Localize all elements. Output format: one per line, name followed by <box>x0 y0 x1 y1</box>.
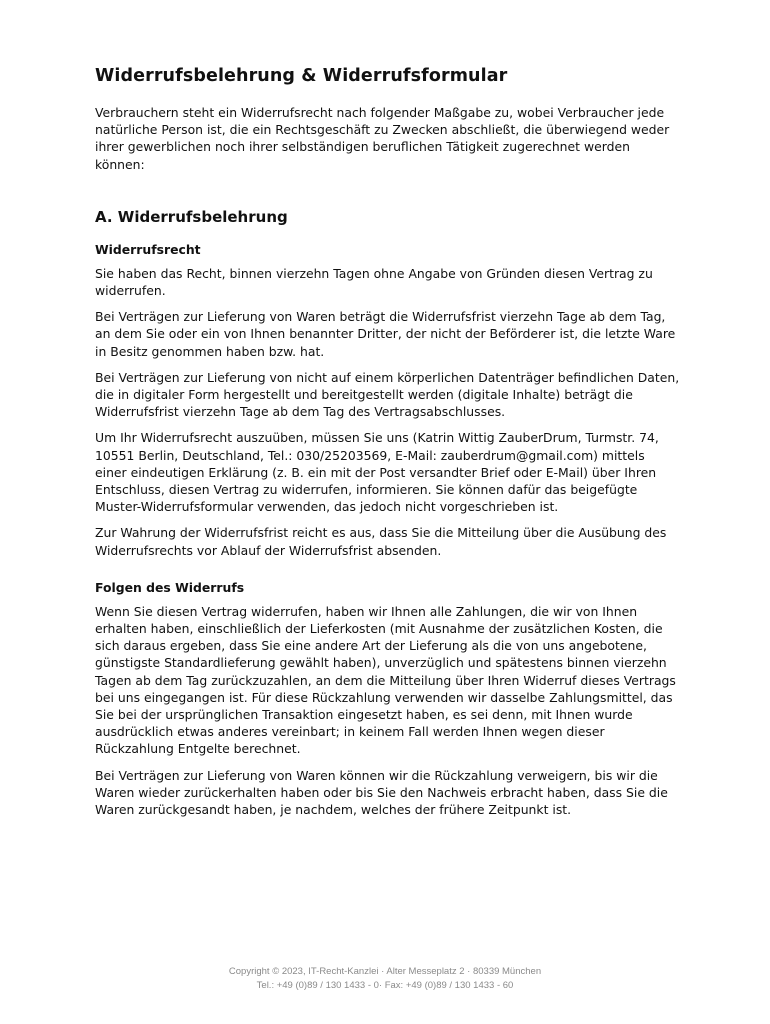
widerrufsrecht-paragraph: Um Ihr Widerrufsrecht auszuüben, müssen Sie uns (Katrin Wittig ZauberDrum, Turmstr. 74, 10551 Berlin, Deutschland, Tel.: 030/25203569, E-Mail: zauberdrum@gmail.com) mittels einer eindeutigen Erklärung (z. B. ein mit der Post versandter Brief oder E-Mail) über Ihren Entschluss, diesen Vertrag zu widerrufen, informieren. Sie können dafür das beigefügte Muster-Widerrufsformular verwenden, das jedoch nicht vorgeschrieben ist. <box>95 430 659 515</box>
document-title: Widerrufsbelehrung & Widerrufsformular <box>95 66 508 86</box>
widerrufsrecht-heading: Widerrufsrecht <box>95 241 201 257</box>
widerrufsrecht-paragraph: Zur Wahrung der Widerrufsfrist reicht es aus, dass Sie die Mitteilung über die Ausübung des Widerrufsrechts vor Ablauf der Widerrufsfrist absenden. <box>95 525 667 558</box>
widerrufsrecht-paragraph: Bei Verträgen zur Lieferung von Waren beträgt die Widerrufsfrist vierzehn Tage ab dem Tag, an dem Sie oder ein von Ihnen benannter Dritter, der nicht der Beförderer ist, die letzte Ware in Besitz genommen haben bzw. hat. <box>95 309 676 359</box>
page-footer <box>0 965 770 993</box>
footer-copyright: Copyright © 2023, IT-Recht-Kanzlei · Alter Messeplatz 2 · 80339 München <box>228 966 542 977</box>
intro-paragraph: Verbrauchern steht ein Widerrufsrecht nach folgender Maßgabe zu, wobei Verbraucher jede natürliche Person ist, die ein Rechtsgeschäft zu Zwecken abschließt, die überwiegend weder ihrer gewerblichen noch ihrer selbständigen beruflichen Tätigkeit zugerechnet werden können: <box>95 105 670 172</box>
folgen-paragraph: Wenn Sie diesen Vertrag widerrufen, haben wir Ihnen alle Zahlungen, die wir von Ihnen erhalten haben, einschließlich der Lieferkosten (mit Ausnahme der zusätzlichen Kosten, die sich daraus ergeben, dass Sie eine andere Art der Lieferung als die von uns angebotene, günstigste Standardlieferung gewählt haben), unverzüglich und spätestens binnen vierzehn Tagen ab dem Tag zurückzuzahlen, an dem die Mitteilung über Ihren Widerruf dieses Vertrags bei uns eingegangen ist. Für diese Rückzahlung verwenden wir dasselbe Zahlungsmittel, das Sie bei der ursprünglichen Transaktion eingesetzt haben, es sei denn, mit Ihnen wurde ausdrücklich etwas anderes vereinbart; in keinem Fall werden Ihnen wegen dieser Rückzahlung Entgelte berechnet. <box>95 603 676 757</box>
widerrufsrecht-paragraph: Bei Verträgen zur Lieferung von nicht auf einem körperlichen Datenträger befindlichen Daten, die in digitaler Form hergestellt und bereitgestellt werden (digitale Inhalte) beträgt die Widerrufsfrist vierzehn Tage ab dem Tag des Vertragsabschlusses. <box>95 369 680 420</box>
section-a-heading: A. Widerrufsbelehrung <box>95 207 288 226</box>
folgen-paragraph: Bei Verträgen zur Lieferung von Waren können wir die Rückzahlung verweigern, bis wir die Waren wieder zurückerhalten haben oder bis Sie den Nachweis erbracht haben, dass Sie die Waren zurückgesandt haben, je nachdem, welches der frühere Zeitpunkt ist. <box>95 767 668 818</box>
widerrufsrecht-paragraph: Sie haben das Recht, binnen vierzehn Tagen ohne Angabe von Gründen diesen Vertrag zu widerrufen. <box>95 265 653 299</box>
folgen-heading: Folgen des Widerrufs <box>95 579 245 595</box>
footer-contact: Tel.: +49 (0)89 / 130 1433 - 0· Fax: +49 (0)89 / 130 1433 - 60 <box>256 980 514 991</box>
document-page <box>95 64 680 827</box>
